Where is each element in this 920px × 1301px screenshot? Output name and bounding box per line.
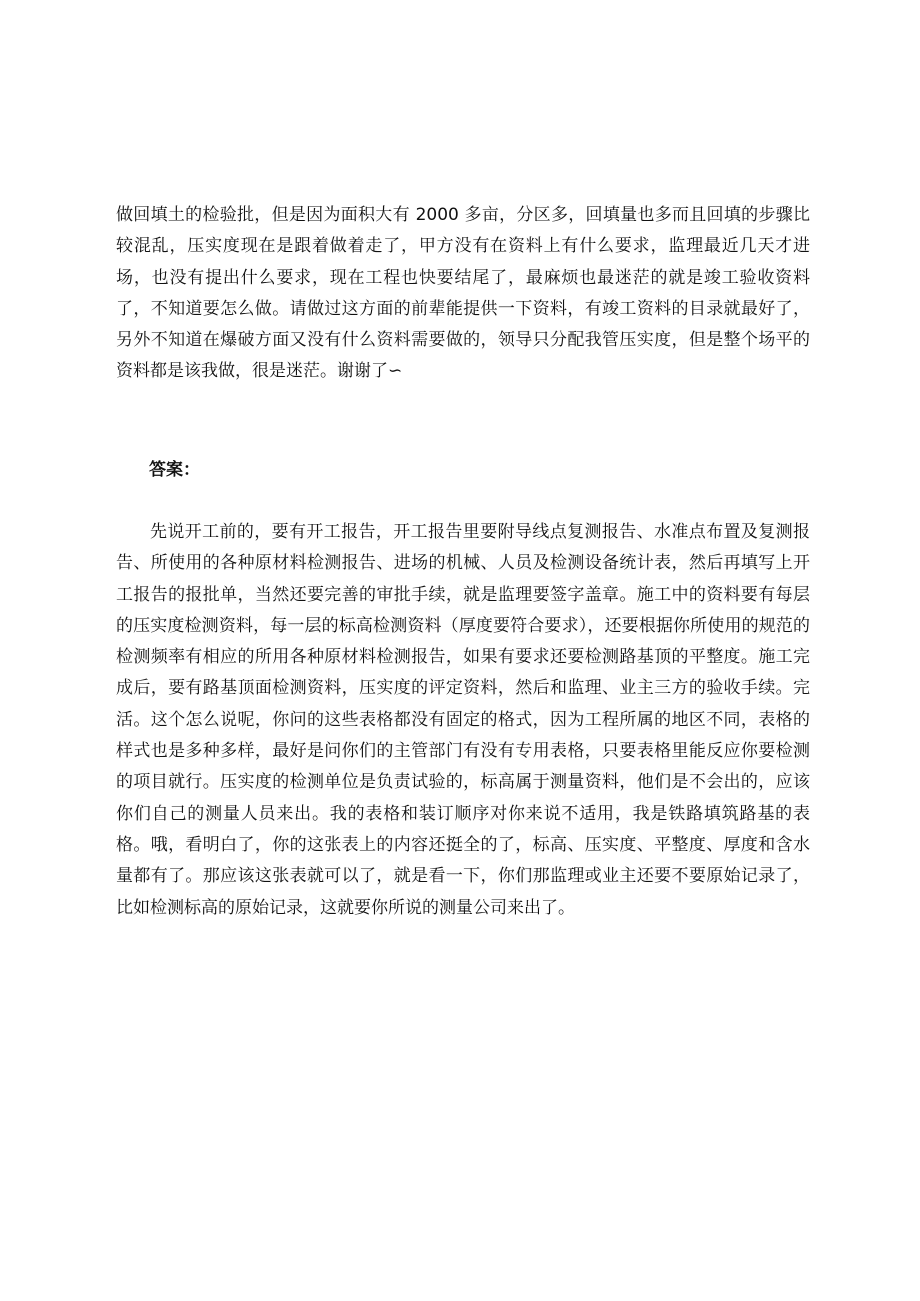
answer-paragraph: 先说开工前的，要有开工报告，开工报告里要附导线点复测报告、水准点布置及复测报告、所使用的各种原材料检测报告、进场的机械、人员及检测设备统计表，然后再填写上开工报告的报批单，当然还要完善的审批手续，就是监理要签字盖章。施工中的资料要有每层的压实度检测资料，每一层的标高检测资料（厚度要符合要求），还要根据你所使用的规范的检测频率有相应的所用各种原材料检测报告，如果有要求还要检测路基顶的平整度。施工完成后，要有路基顶面检测资料，压实度的评定资料，然后和监理、业主三方的验收手续。完活。这个怎么说呢，你问的这些表格都没有固定的格式，因为工程所属的地区不同，表格的样式也是多种多样，最好是问你们的主管部门有没有专用表格，只要表格里能反应你要检测的项目就行。压实度的检测单位是负责试验的，标高属于测量资料，他们是不会出的，应该你们自己的测量人员来出。我的表格和装订顺序对你来说不适用，我是铁路填筑路基的表格。哦，看明白了，你的这张表上的内容还挺全的了，标高、压实度、平整度、厚度和含水量都有了。那应该这张表就可以了，就是看一下，你们那监理或业主还要不要原始记录了，比如检测标高的原始记录，这就要你所说的测量公司来出了。: [116, 522, 810, 918]
question-paragraph: 做回填土的检验批，但是因为面积大有 2000 多亩，分区多，回填量也多而且回填的步骤比较混乱，压实度现在是跟着做着走了，甲方没有在资料上有什么要求，监理最近几天才进场，也没有提出什么要求，现在工程也快要结尾了，最麻烦也最迷茫的就是竣工验收资料了，不知道要怎么做。请做过这方面的前辈能提供一下资料，有竣工资料的目录就最好了，另外不知道在爆破方面又没有什么资料需要做的，领导只分配我管压实度，但是整个场平的资料都是该我做，很是迷茫。谢谢了∽: [116, 205, 810, 382]
answer-heading: 答案：: [149, 460, 200, 480]
